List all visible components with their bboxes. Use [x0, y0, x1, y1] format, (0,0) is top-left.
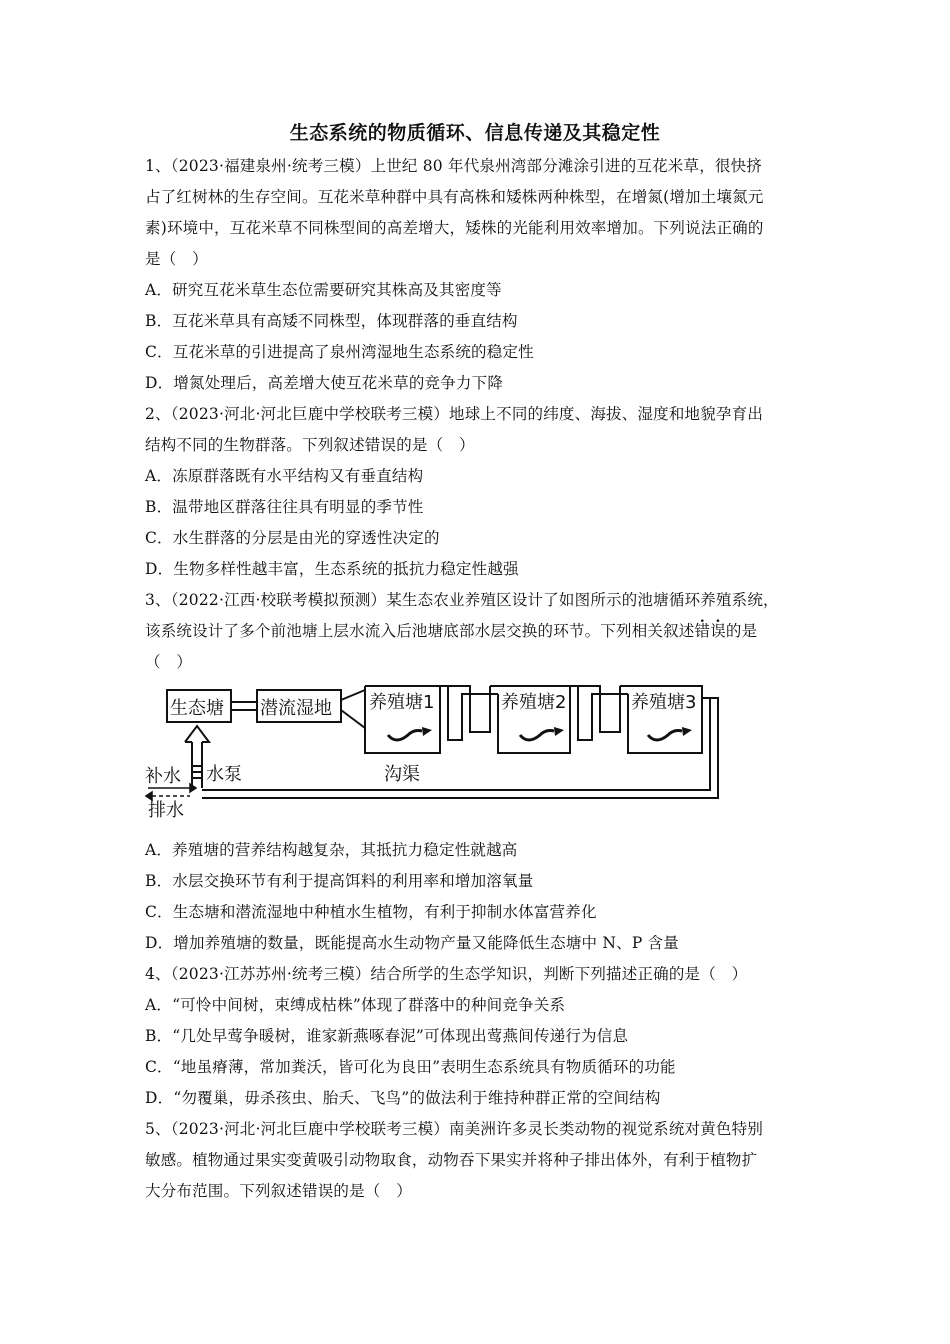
label-pump: 水泵 [206, 764, 242, 785]
q3-stem-line-2-text: 该系统设计了多个前池塘上层水流入后池塘底部水层交换的环节。下列相关叙述 [145, 622, 695, 640]
label-eco-pond: 生态塘 [170, 698, 224, 719]
q2-option-d: D．生物多样性越丰富，生态系统的抵抗力稳定性越强 [145, 560, 519, 578]
q2-option-c: C．水生群落的分层是由光的穿透性决定的 [145, 529, 440, 547]
q2-stem-line-2: 结构不同的生物群落。下列叙述错误的是（ ） [145, 436, 475, 454]
q2-option-b: B．温带地区群落往往具有明显的季节性 [145, 498, 424, 516]
swirl-icon-1 [388, 731, 422, 741]
q1-stem-line-2: 占了红树林的生存空间。互花米草种群中具有高株和矮株两种株型，在增氮(增加土壤氮元 [145, 188, 764, 206]
q4-option-d: D．“勿覆巢，毋杀孩虫、胎夭、飞鸟”的做法利于维持种群正常的空间结构 [145, 1089, 661, 1107]
label-wetland: 潜流湿地 [260, 698, 332, 719]
q1-option-b: B．互花米草具有高矮不同株型，体现群落的垂直结构 [145, 312, 518, 330]
q3-option-d: D．增加养殖塘的数量，既能提高水生动物产量又能降低生态塘中 N、P 含量 [145, 934, 679, 952]
emphasis-char-1: 错 [694, 622, 711, 640]
q2-option-a: A．冻原群落既有水平结构又有垂直结构 [145, 467, 424, 485]
q4-stem-line-1: 4、（2023·江苏苏州·统考三模）结合所学的生态学知识，判断下列描述正确的是（ ） [145, 965, 748, 983]
q4-option-a: A．“可怜中间树，束缚成枯株”体现了群落中的种间竞争关系 [145, 996, 566, 1014]
q1-option-a: A．研究互花米草生态位需要研究其株高及其密度等 [145, 281, 502, 299]
emphasis-char-2: 误 [710, 622, 726, 640]
q3-option-b: B．水层交换环节有利于提高饵料的利用率和增加溶氧量 [145, 872, 534, 890]
q5-stem-line-2: 敏感。植物通过果实变黄吸引动物取食，动物吞下果实并将种子排出体外，有利于植物扩 [145, 1151, 758, 1169]
q3-option-a: A．养殖塘的营养结构越复杂，其抵抗力稳定性就越高 [145, 841, 518, 859]
swirl-icon-2 [520, 731, 554, 741]
swirl-icon-3 [648, 731, 682, 741]
q5-stem-line-1: 5、（2023·河北·河北巨鹿中学校联考三模）南美洲许多灵长类动物的视觉系统对黄色特别 [145, 1120, 764, 1138]
q3-option-c: C．生态塘和潜流湿地中种植水生植物，有利于抑制水体富营养化 [145, 903, 597, 921]
pond-circulation-diagram [140, 680, 730, 821]
q2-stem-line-1: 2、（2023·河北·河北巨鹿中学校联考三模）地球上不同的纬度、海拔、湿度和地貌孕育出 [145, 405, 764, 423]
label-pond-1: 养殖塘1 [369, 692, 435, 713]
q1-stem-line-4: 是（ ） [145, 250, 208, 268]
q3-stem-line-3: （ ） [145, 653, 193, 671]
q1-option-d: D．增氮处理后，高差增大使互花米草的竞争力下降 [145, 374, 504, 392]
q3-stem-line-1: 3、（2022·江西·校联考模拟预测）某生态农业养殖区设计了如图所示的池塘循环养殖系统， [145, 591, 779, 609]
q1-stem-line-1: 1、（2023·福建泉州·统考三模）上世纪 80 年代泉州湾部分滩涂引进的互花米草，很快挤 [145, 157, 762, 175]
page-title: 生态系统的物质循环、信息传递及其稳定性 [289, 122, 661, 144]
label-pond-3: 养殖塘3 [631, 692, 697, 713]
q4-option-c: C．“地虽瘠薄，常加粪沃，皆可化为良田”表明生态系统具有物质循环的功能 [145, 1058, 676, 1076]
q5-stem-line-3: 大分布范围。下列叙述错误的是（ ） [145, 1182, 412, 1200]
q4-option-b: B．“几处早莺争暖树，谁家新燕啄春泥”可体现出莺燕间传递行为信息 [145, 1027, 629, 1045]
q1-stem-line-3: 素)环境中，互花米草不同株型间的高差增大，矮株的光能利用效率增加。下列说法正确的 [145, 219, 764, 237]
q3-stem-line-2 [145, 621, 757, 641]
label-ditch: 沟渠 [384, 764, 420, 785]
label-drain: 排水 [148, 800, 184, 821]
q3-stem-line-2-end: 的是 [725, 622, 758, 640]
q1-option-c: C．互花米草的引进提高了泉州湾湿地生态系统的稳定性 [145, 343, 534, 361]
label-pond-2: 养殖塘2 [501, 692, 567, 713]
label-add-water: 补水 [145, 766, 181, 787]
